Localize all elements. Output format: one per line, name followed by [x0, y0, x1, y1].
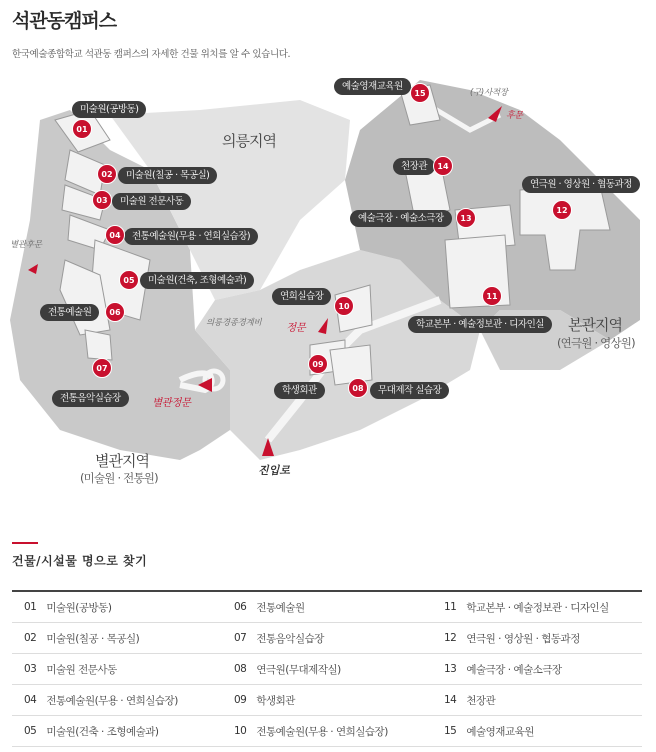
marker-label-14[interactable]: 천장관: [393, 158, 435, 175]
list-item[interactable]: [12, 654, 222, 684]
list-row: [12, 654, 642, 685]
list-item-name: 미술원(공방동): [46, 601, 112, 614]
note-historic: (구)사적장: [470, 88, 508, 98]
list-item-num: 15: [444, 725, 457, 737]
list-item-num: 09: [234, 694, 247, 706]
list-item[interactable]: [432, 685, 642, 715]
note-annex-back-gate: 별관후문: [10, 240, 42, 250]
marker-02[interactable]: 02: [97, 164, 117, 184]
note-annex-main-gate: 별관정문: [152, 397, 191, 409]
list-item-name: 학생회관: [256, 694, 295, 707]
list-item-name: 예술극장 · 예술소극장: [466, 663, 562, 676]
zone-main: 본관지역: [568, 316, 622, 334]
note-back-gate: 후문: [506, 111, 523, 121]
marker-11[interactable]: 11: [482, 286, 502, 306]
list-item-num: 13: [444, 663, 457, 675]
list-row: [12, 592, 642, 623]
marker-label-13[interactable]: 예술극장 · 예술소극장: [350, 210, 452, 227]
zone-main-sub: (연극원 · 영상원): [557, 336, 635, 350]
list-item-num: 05: [24, 725, 37, 737]
marker-label-06[interactable]: 전통예술원: [40, 304, 99, 321]
list-item[interactable]: [432, 592, 642, 622]
list-item-name: 연극원 · 영상원 · 협동과정: [466, 632, 580, 645]
marker-12[interactable]: 12: [552, 200, 572, 220]
list-item-num: 01: [24, 601, 37, 613]
list-item-name: 미술원(칠공 · 목공실): [46, 632, 140, 645]
marker-06[interactable]: 06: [105, 302, 125, 322]
list-item[interactable]: [12, 716, 222, 746]
campus-map-drawing: [0, 70, 656, 500]
zone-annex: 별관지역: [95, 452, 149, 470]
marker-15[interactable]: 15: [410, 83, 430, 103]
page-description: 한국예술종합학교 석관동 캠퍼스의 자세한 건물 위치를 알 수 있습니다.: [12, 49, 291, 60]
marker-label-03[interactable]: 미술원 전문사동: [112, 193, 191, 210]
marker-03[interactable]: 03: [92, 190, 112, 210]
list-item[interactable]: [222, 592, 432, 622]
list-item-num: 04: [24, 694, 37, 706]
list-item-name: 예술영재교육원: [466, 725, 534, 738]
zone-uireung: 의릉지역: [222, 132, 276, 150]
finder-title: 건물/시설물 명으로 찾기: [12, 554, 148, 568]
list-item-num: 12: [444, 632, 457, 644]
marker-label-11[interactable]: 학교본부 · 예술정보관 · 디자인실: [408, 316, 552, 333]
list-item-num: 08: [234, 663, 247, 675]
marker-09[interactable]: 09: [308, 354, 328, 374]
list-item[interactable]: [12, 623, 222, 653]
building-finder-list: [12, 590, 642, 747]
list-item[interactable]: [222, 685, 432, 715]
marker-label-02[interactable]: 미술원(칠공 · 목공실): [118, 167, 217, 184]
list-item[interactable]: [432, 716, 642, 746]
marker-label-01[interactable]: 미술원(공방동): [72, 101, 146, 118]
zone-annex-sub: (미술원 · 전통원): [80, 471, 158, 485]
marker-07[interactable]: 07: [92, 358, 112, 378]
list-row: [12, 716, 642, 747]
list-item-num: 11: [444, 601, 457, 613]
marker-label-07[interactable]: 전통음악실습장: [52, 390, 129, 407]
list-item[interactable]: [432, 654, 642, 684]
list-item-num: 06: [234, 601, 247, 613]
marker-13[interactable]: 13: [456, 208, 476, 228]
marker-label-09[interactable]: 학생회관: [274, 382, 325, 399]
marker-label-15[interactable]: 예술영재교육원: [334, 78, 411, 95]
building-07: [85, 330, 112, 360]
list-item-name: 전통예술원(무용 · 연희실습장): [46, 694, 178, 707]
section-accent-bar: [12, 542, 38, 544]
list-item-num: 07: [234, 632, 247, 644]
page-title: 석관동캠퍼스: [12, 10, 117, 32]
list-item-name: 미술원(건축 · 조형예술과): [46, 725, 159, 738]
marker-label-08[interactable]: 무대제작 실습장: [370, 382, 449, 399]
list-item-name: 전통예술원(무용 · 연희실습장): [256, 725, 388, 738]
list-item-name: 연극원(무대제작실): [256, 663, 341, 676]
list-item-num: 03: [24, 663, 37, 675]
list-item-name: 전통예술원: [256, 601, 305, 614]
list-item-num: 10: [234, 725, 247, 737]
marker-04[interactable]: 04: [105, 225, 125, 245]
campus-map: [0, 70, 656, 500]
list-item-name: 전통음악실습장: [256, 632, 324, 645]
marker-05[interactable]: 05: [119, 270, 139, 290]
list-item-num: 02: [24, 632, 37, 644]
list-item[interactable]: [12, 592, 222, 622]
note-boundary: 의릉경종경계비: [206, 318, 262, 328]
marker-label-12[interactable]: 연극원 · 영상원 · 협동과정: [522, 176, 640, 193]
marker-label-04[interactable]: 전통예술원(무용 · 연희실습장): [124, 228, 258, 245]
list-item-name: 미술원 전문사동: [46, 663, 117, 676]
list-item[interactable]: [432, 623, 642, 653]
note-entrance: 진입로: [258, 464, 290, 477]
list-item[interactable]: [222, 623, 432, 653]
list-item-name: 학교본부 · 예술정보관 · 디자인실: [466, 601, 609, 614]
marker-label-05[interactable]: 미술원(건축, 조형예술과): [140, 272, 254, 289]
list-item[interactable]: [222, 716, 432, 746]
list-item[interactable]: [12, 685, 222, 715]
list-item-name: 천장관: [466, 694, 496, 707]
marker-14[interactable]: 14: [433, 156, 453, 176]
marker-10[interactable]: 10: [334, 296, 354, 316]
marker-label-10[interactable]: 연희실습장: [272, 288, 331, 305]
list-row: [12, 685, 642, 716]
list-item[interactable]: [222, 654, 432, 684]
list-row: [12, 623, 642, 654]
note-main-gate: 정문: [286, 322, 306, 334]
marker-08[interactable]: 08: [348, 378, 368, 398]
marker-01[interactable]: 01: [72, 119, 92, 139]
list-item-num: 14: [444, 694, 457, 706]
